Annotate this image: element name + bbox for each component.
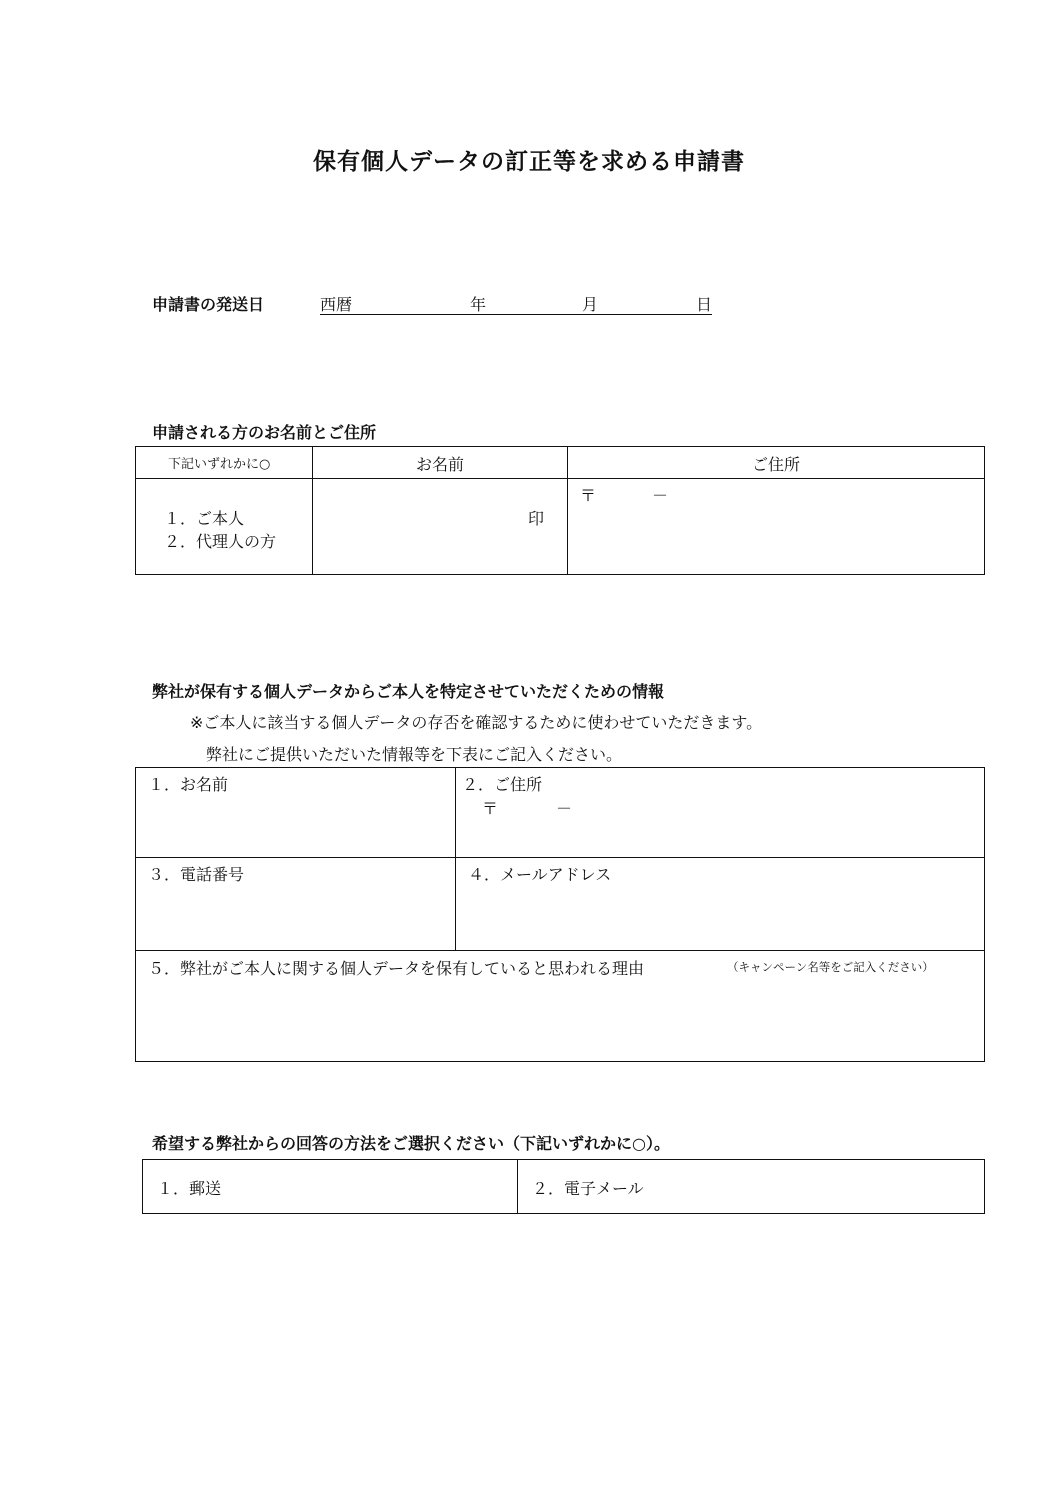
identify-reason-cell[interactable] [136, 951, 985, 1062]
identify-postal-mark: 〒 [482, 799, 499, 818]
response-heading: 希望する弊社からの回答の方法をご選択ください（下記いずれかに○）。 [152, 1134, 670, 1153]
applicant-name-header-text: お名前 [415, 455, 464, 474]
identify-heading: 弊社が保有する個人データからご本人を特定させていただくための情報 [152, 682, 665, 701]
date-day-unit: 日 [696, 295, 713, 314]
applicant-type-header-text: 下記いずれかに○ [168, 457, 271, 472]
identify-phone-cell[interactable] [136, 858, 456, 951]
identify-name-label: １．お名前 [148, 775, 229, 794]
applicant-type-cell[interactable] [136, 479, 313, 575]
applicant-address-header-text: ご住所 [751, 455, 800, 474]
applicant-heading: 申請される方のお名前とご住所 [152, 423, 377, 442]
option-mail[interactable]: １．郵送 [157, 1179, 222, 1198]
identify-table [135, 767, 985, 1062]
option-self[interactable]: １．ご本人 [164, 509, 245, 528]
page-title: 保有個人データの訂正等を求める申請書 [313, 149, 745, 175]
applicant-type-header [136, 447, 313, 479]
date-era: 西暦 [320, 295, 353, 314]
applicant-name-cell[interactable] [313, 479, 568, 575]
send-date-field[interactable] [320, 292, 712, 315]
identify-reason-label: ５．弊社がご本人に関する個人データを保有していると思われる理由 [148, 959, 645, 978]
option-agent[interactable]: ２．代理人の方 [164, 532, 277, 551]
response-email-cell[interactable] [518, 1160, 985, 1214]
option-email[interactable]: ２．電子メール [532, 1179, 644, 1198]
applicant-name-header [313, 447, 568, 479]
applicant-table [135, 446, 985, 575]
postal-mark: 〒 [580, 486, 597, 505]
date-year-unit: 年 [470, 295, 487, 314]
identify-note-1: ※ご本人に該当する個人データの存否を確認するために使わせていただきます。 [190, 713, 763, 732]
identify-email-label: ４．メールアドレス [468, 865, 612, 884]
applicant-address-cell[interactable] [568, 479, 985, 575]
identify-phone-label: ３．電話番号 [148, 865, 245, 884]
response-mail-cell[interactable] [143, 1160, 518, 1214]
send-date-label: 申請書の発送日 [152, 295, 265, 314]
identify-address-label: ２．ご住所 [462, 775, 543, 794]
postal-dash: － [652, 486, 669, 505]
identify-postal-dash: － [556, 799, 573, 818]
identify-name-cell[interactable] [136, 768, 456, 858]
date-month-unit: 月 [582, 295, 599, 314]
identify-email-cell[interactable] [456, 858, 985, 951]
identify-address-cell[interactable] [456, 768, 985, 858]
response-table [142, 1159, 985, 1214]
identify-reason-note: （キャンペーン名等をご記入ください） [727, 960, 934, 974]
applicant-address-header [568, 447, 985, 479]
seal-mark: 印 [528, 509, 545, 528]
identify-note-2: 弊社にご提供いただいた情報等を下表にご記入ください。 [206, 745, 623, 764]
